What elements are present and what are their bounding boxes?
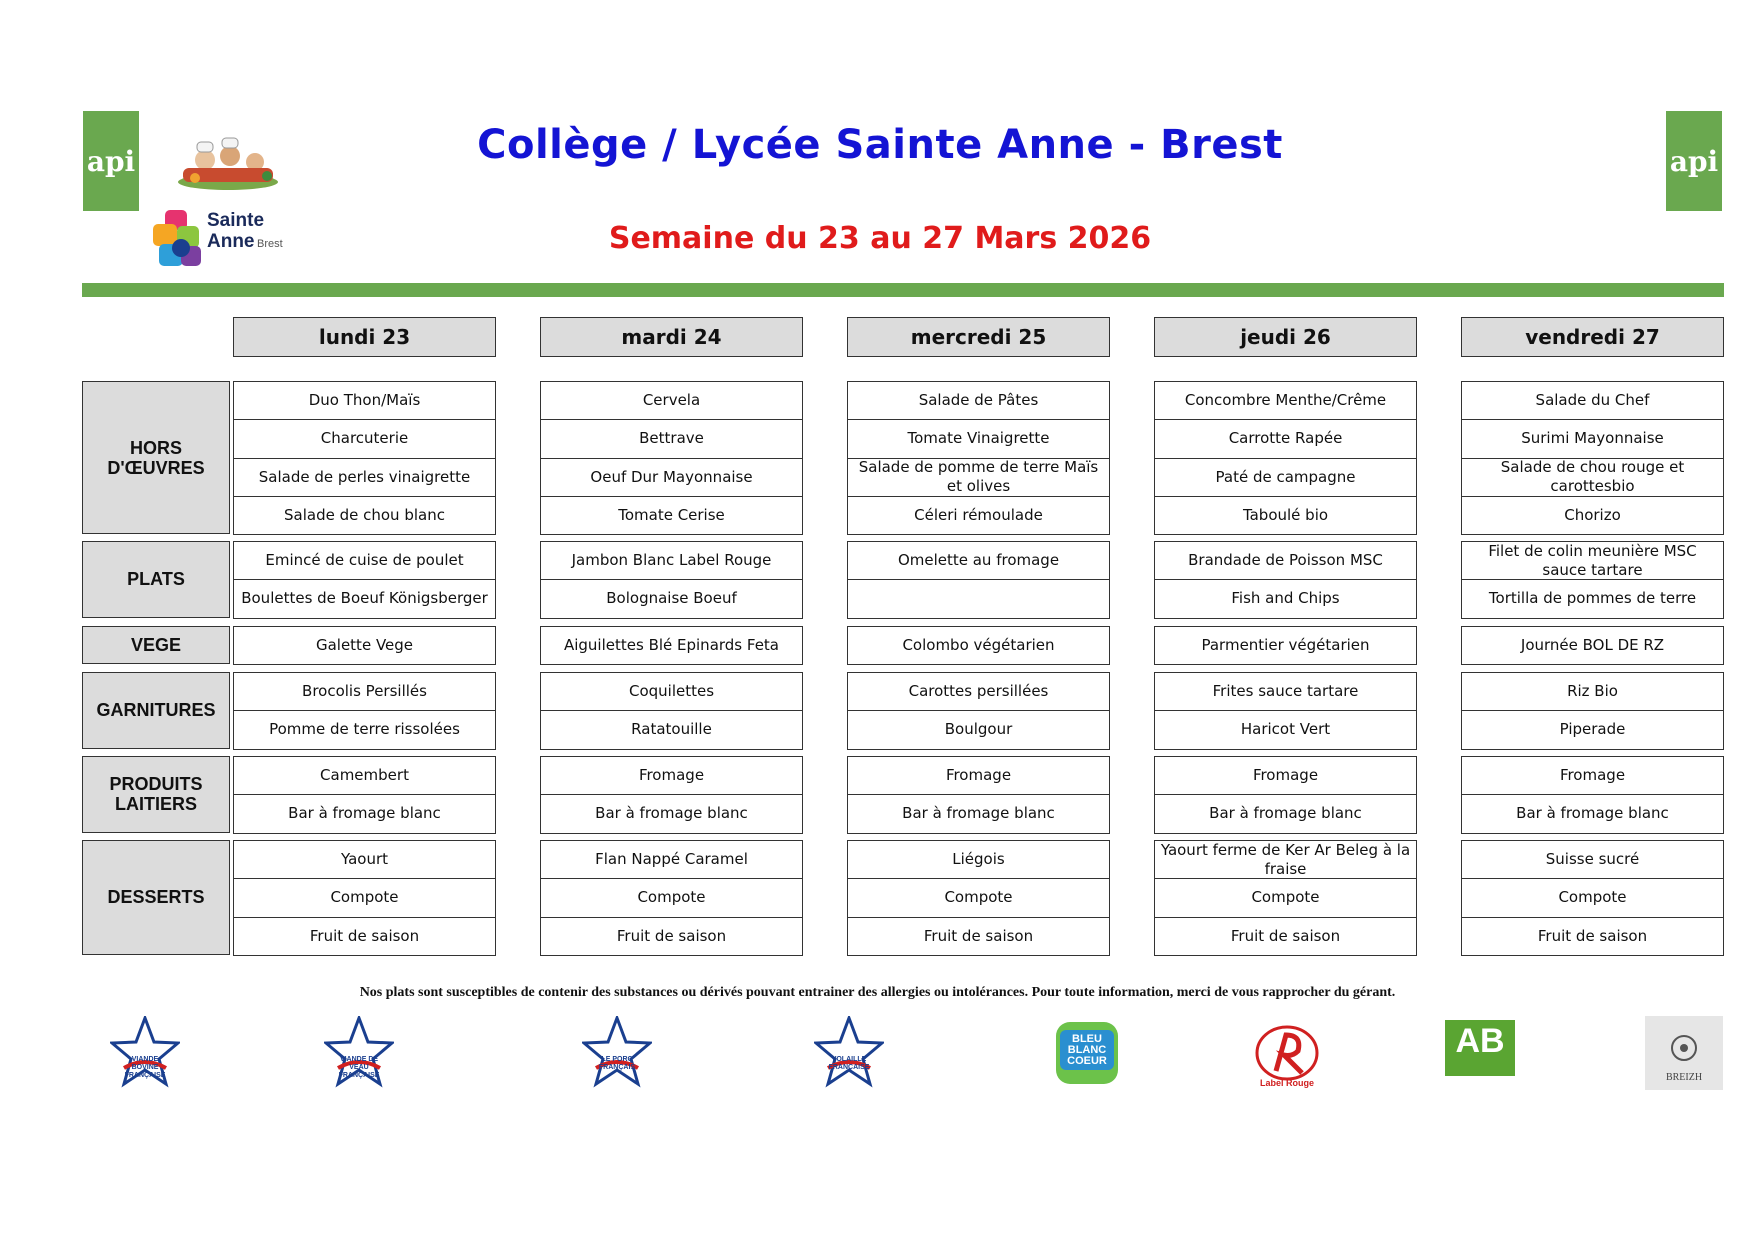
menu-item: Fromage <box>1154 756 1417 795</box>
menu-item: Jambon Blanc Label Rouge <box>540 541 803 580</box>
menu-item: Tomate Cerise <box>540 496 803 535</box>
menu-item: Carrotte Rapée <box>1154 419 1417 458</box>
sainte-anne-logo-icon <box>151 208 211 272</box>
day-header: mardi 24 <box>540 317 803 357</box>
menu-item: Compote <box>233 878 496 917</box>
menu-item: Concombre Menthe/Crême <box>1154 381 1417 420</box>
menu-item: Oeuf Dur Mayonnaise <box>540 458 803 497</box>
le-porc-francais-icon <box>580 1016 654 1090</box>
label-caption: Label Rouge <box>1259 1078 1314 1088</box>
menu-item: Filet de colin meunière MSC sauce tartare <box>1461 541 1724 580</box>
page-title: Collège / Lycée Sainte Anne - Brest <box>477 122 1283 168</box>
menu-item: Yaourt <box>233 840 496 879</box>
sainte-anne-logo <box>151 208 287 272</box>
category-label: PLATS <box>82 541 230 618</box>
menu-item: Salade de pomme de terre Maïs et olives <box>847 458 1110 497</box>
label-caption: BLEU BLANC COEUR <box>1067 1033 1107 1067</box>
header-divider <box>82 283 1724 297</box>
label-rouge-icon <box>1250 1016 1324 1090</box>
week-subtitle: Semaine du 23 au 27 Mars 2026 <box>608 221 1152 256</box>
menu-item: Bolognaise Boeuf <box>540 579 803 618</box>
school-logo-city: Brest <box>257 238 283 250</box>
viande-de-veau-francaise-icon <box>322 1016 396 1090</box>
category-label: HORS D'ŒUVRES <box>82 381 230 534</box>
menu-item: Ratatouille <box>540 710 803 749</box>
agriculture-biologique-icon <box>1443 1016 1517 1090</box>
chef-illustration-icon <box>175 136 281 192</box>
volaille-francaise-icon <box>812 1016 886 1090</box>
menu-item: Cervela <box>540 381 803 420</box>
menu-item: Carottes persillées <box>847 672 1110 711</box>
menu-item: Suisse sucré <box>1461 840 1724 879</box>
menu-item: Coquilettes <box>540 672 803 711</box>
api-logo-text: api <box>1669 144 1719 178</box>
menu-item: Fruit de saison <box>1461 917 1724 956</box>
menu-item: Emincé de cuise de poulet <box>233 541 496 580</box>
menu-item: Flan Nappé Caramel <box>540 840 803 879</box>
menu-item: Bettrave <box>540 419 803 458</box>
menu-item: Bar à fromage blanc <box>847 794 1110 833</box>
menu-item: Boulgour <box>847 710 1110 749</box>
label-caption: VIANDE DE VEAU FRANÇAISE <box>338 1056 380 1079</box>
menu-item: Fruit de saison <box>1154 917 1417 956</box>
menu-item: Paté de campagne <box>1154 458 1417 497</box>
menu-item: Aiguilettes Blé Epinards Feta <box>540 626 803 665</box>
menu-item: Charcuterie <box>233 419 496 458</box>
menu-item: Bar à fromage blanc <box>233 794 496 833</box>
label-caption: VIANDE BOVINE FRANÇAISE <box>124 1056 166 1079</box>
menu-item: Fish and Chips <box>1154 579 1417 618</box>
menu-item: Céleri rémoulade <box>847 496 1110 535</box>
menu-item: Salade de Pâtes <box>847 381 1110 420</box>
day-header: jeudi 26 <box>1154 317 1417 357</box>
label-caption: LE PORC FRANÇAIS <box>598 1056 636 1071</box>
label-caption: BREIZH <box>1665 1072 1703 1083</box>
menu-item: Salade de chou rouge et carottesbio <box>1461 458 1724 497</box>
menu-item: Parmentier végétarien <box>1154 626 1417 665</box>
label-caption: VOLAILLE FRANÇAISE <box>828 1056 870 1071</box>
category-label: GARNITURES <box>82 672 230 749</box>
menu-item: Fruit de saison <box>540 917 803 956</box>
menu-item: Fruit de saison <box>847 917 1110 956</box>
school-logo-name-1: Sainte <box>207 210 265 231</box>
menu-item: Fromage <box>1461 756 1724 795</box>
menu-item: Salade du Chef <box>1461 381 1724 420</box>
breizh-icon <box>1645 1016 1723 1090</box>
label-caption: AB <box>1455 1022 1505 1060</box>
menu-item: Compote <box>1154 878 1417 917</box>
menu-item: Haricot Vert <box>1154 710 1417 749</box>
day-header: mercredi 25 <box>847 317 1110 357</box>
allergy-note: Nos plats sont susceptibles de contenir des substances ou dérivés pouvant entrainer des allergies ou intolérances. Pour toute information, merci de vous rapprocher du gérant. <box>359 985 1396 1000</box>
menu-item: Duo Thon/Maïs <box>233 381 496 420</box>
school-logo-name-2: Anne <box>207 231 255 252</box>
day-header: vendredi 27 <box>1461 317 1724 357</box>
menu-item: Brandade de Poisson MSC <box>1154 541 1417 580</box>
category-label: DESSERTS <box>82 840 230 955</box>
menu-item: Fromage <box>847 756 1110 795</box>
menu-item: Camembert <box>233 756 496 795</box>
menu-item: Salade de chou blanc <box>233 496 496 535</box>
menu-item: Galette Vege <box>233 626 496 665</box>
menu-item: Surimi Mayonnaise <box>1461 419 1724 458</box>
menu-item: Colombo végétarien <box>847 626 1110 665</box>
menu-item: Liégois <box>847 840 1110 879</box>
menu-item: Pomme de terre rissolées <box>233 710 496 749</box>
bleu-blanc-coeur-icon <box>1050 1016 1124 1090</box>
menu-item: Compote <box>1461 878 1724 917</box>
viande-bovine-francaise-icon <box>108 1016 182 1090</box>
menu-item: Fromage <box>540 756 803 795</box>
menu-item: Boulettes de Boeuf Königsberger <box>233 579 496 618</box>
menu-item: Journée BOL DE RZ <box>1461 626 1724 665</box>
menu-item: Compote <box>540 878 803 917</box>
menu-item: Brocolis Persillés <box>233 672 496 711</box>
category-label: PRODUITS LAITIERS <box>82 756 230 833</box>
menu-item: Frites sauce tartare <box>1154 672 1417 711</box>
api-logo-left <box>83 111 139 211</box>
menu-item: Compote <box>847 878 1110 917</box>
category-label: VEGE <box>82 626 230 664</box>
menu-item: Salade de perles vinaigrette <box>233 458 496 497</box>
menu-item: Riz Bio <box>1461 672 1724 711</box>
menu-item <box>847 579 1110 618</box>
day-header: lundi 23 <box>233 317 496 357</box>
menu-item: Bar à fromage blanc <box>1154 794 1417 833</box>
api-logo-right <box>1666 111 1722 211</box>
menu-item: Piperade <box>1461 710 1724 749</box>
menu-item: Bar à fromage blanc <box>1461 794 1724 833</box>
menu-item: Taboulé bio <box>1154 496 1417 535</box>
menu-item: Tortilla de pommes de terre <box>1461 579 1724 618</box>
menu-item: Yaourt ferme de Ker Ar Beleg à la fraise <box>1154 840 1417 879</box>
menu-item: Omelette au fromage <box>847 541 1110 580</box>
menu-item: Tomate Vinaigrette <box>847 419 1110 458</box>
api-logo-text: api <box>86 144 136 178</box>
menu-item: Fruit de saison <box>233 917 496 956</box>
menu-item: Bar à fromage blanc <box>540 794 803 833</box>
menu-item: Chorizo <box>1461 496 1724 535</box>
